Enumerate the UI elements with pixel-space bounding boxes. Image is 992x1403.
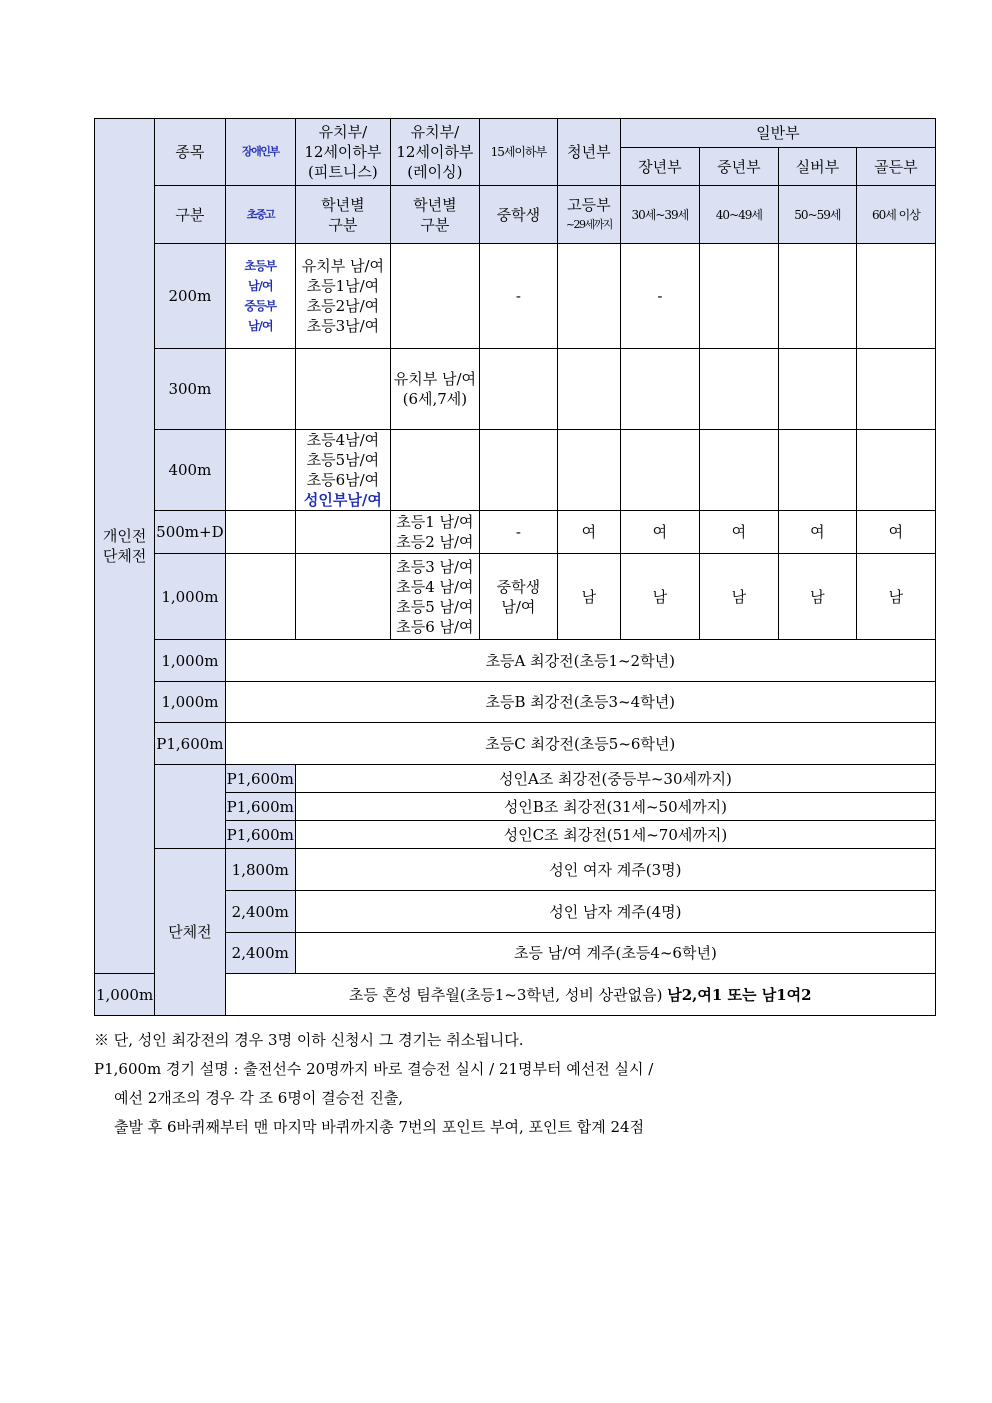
class-middle: 40~49세 bbox=[699, 186, 778, 244]
dist-cell: 1,000m bbox=[155, 554, 225, 640]
middle-cell bbox=[699, 349, 778, 430]
class-silver: 50~59세 bbox=[778, 186, 856, 244]
disabled-cell bbox=[225, 554, 295, 640]
golden-cell bbox=[856, 244, 935, 349]
dist-cell: 1,000m bbox=[95, 974, 155, 1016]
note-cancel: ※ 단, 성인 최강전의 경우 3명 이하 신청시 그 경기는 취소됩니다. bbox=[94, 1031, 524, 1049]
under15-cell bbox=[479, 349, 557, 430]
under15-cell: 중학생 남/여 bbox=[479, 554, 557, 640]
golden-cell: 여 bbox=[856, 511, 935, 554]
senior-cell: 남 bbox=[620, 554, 699, 640]
youth-cell: 남 bbox=[557, 554, 620, 640]
event-cell: 초등 남/여 계주(초등4~6학년) bbox=[295, 933, 935, 974]
kinder-racing-cell: 유치부 남/여 (6세,7세) bbox=[390, 349, 479, 430]
header-kinder-racing: 유치부/ 12세이하부 (레이싱) bbox=[390, 119, 479, 186]
dist-cell: P1,600m bbox=[155, 723, 225, 765]
group-team: 단체전 bbox=[155, 849, 225, 1016]
table-row bbox=[95, 430, 936, 511]
kinder-racing-cell bbox=[390, 430, 479, 511]
header-silver: 실버부 bbox=[778, 148, 856, 186]
note-p1600: P1,600m 경기 설명 : 출전선수 20명까지 바로 결승전 실시 / 21명부터 예선전 실시 / bbox=[94, 1060, 654, 1078]
youth-cell bbox=[557, 430, 620, 511]
youth-cell bbox=[557, 349, 620, 430]
dist-cell: 1,800m bbox=[225, 849, 295, 891]
under15-cell: - bbox=[479, 511, 557, 554]
middle-cell: 여 bbox=[699, 511, 778, 554]
disabled-cell bbox=[225, 511, 295, 554]
header-senior: 장년부 bbox=[620, 148, 699, 186]
disabled-cell: 초등부 남/여 중등부 남/여 bbox=[225, 244, 295, 349]
note-points: 출발 후 6바퀴째부터 맨 마지막 바퀴까지총 7번의 포인트 부여, 포인트 합계 24점 bbox=[114, 1118, 645, 1136]
senior-cell bbox=[620, 349, 699, 430]
youth-cell: 여 bbox=[557, 511, 620, 554]
kinder-fitness-cell: 유치부 남/여 초등1남/여 초등2남/여 초등3남/여 bbox=[295, 244, 390, 349]
class-under15: 중학생 bbox=[479, 186, 557, 244]
table-row bbox=[95, 849, 936, 891]
header-kinder-fitness: 유치부/ 12세이하부 (피트니스) bbox=[295, 119, 390, 186]
silver-cell bbox=[778, 430, 856, 511]
class-senior: 30세~39세 bbox=[620, 186, 699, 244]
under15-cell: - bbox=[479, 244, 557, 349]
table-row bbox=[95, 640, 936, 682]
kinder-racing-cell: 초등1 남/여 초등2 남/여 bbox=[390, 511, 479, 554]
header-middle: 중년부 bbox=[699, 148, 778, 186]
dist-cell: 2,400m bbox=[225, 933, 295, 974]
header-youth: 청년부 bbox=[557, 119, 620, 186]
table-row bbox=[95, 244, 936, 349]
kinder-fitness-cell: 초등4남/여 초등5남/여 초등6남/여 성인부남/여 bbox=[295, 430, 390, 511]
event-cell: 성인A조 최강전(중등부~30세까지) bbox=[295, 765, 935, 793]
under15-cell bbox=[479, 430, 557, 511]
middle-cell bbox=[699, 244, 778, 349]
header-general: 일반부 bbox=[620, 119, 935, 148]
event-cell: 성인 여자 계주(3명) bbox=[295, 849, 935, 891]
class-disabled: 초중고 bbox=[225, 186, 295, 244]
middle-cell: 남 bbox=[699, 554, 778, 640]
header-under15: 15세이하부 bbox=[479, 119, 557, 186]
golden-cell bbox=[856, 430, 935, 511]
event-cell: 초등 혼성 팀추월(초등1~3학년, 성비 상관없음) 남2,여1 또는 남1여2 bbox=[225, 974, 935, 1016]
dist-cell: 500m+D bbox=[155, 511, 225, 554]
senior-cell: - bbox=[620, 244, 699, 349]
silver-cell bbox=[778, 244, 856, 349]
event-cell: 초등C 최강전(초등5~6학년) bbox=[225, 723, 935, 765]
table-row bbox=[95, 349, 936, 430]
event-cell: 초등A 최강전(초등1~2학년) bbox=[225, 640, 935, 682]
silver-cell bbox=[778, 349, 856, 430]
class-label: 구분 bbox=[155, 186, 225, 244]
golden-cell bbox=[856, 349, 935, 430]
dist-cell: 400m bbox=[155, 430, 225, 511]
header-golden: 골든부 bbox=[856, 148, 935, 186]
middle-cell bbox=[699, 430, 778, 511]
senior-cell bbox=[620, 430, 699, 511]
group-individual: 개인전 단체전 bbox=[95, 119, 155, 974]
class-kinder-fitness: 학년별 구분 bbox=[295, 186, 390, 244]
class-kinder-racing: 학년별 구분 bbox=[390, 186, 479, 244]
disabled-cell bbox=[225, 349, 295, 430]
dist-cell: P1,600m bbox=[225, 821, 295, 849]
dist-cell: P1,600m bbox=[225, 793, 295, 821]
disabled-cell bbox=[225, 430, 295, 511]
table-row bbox=[95, 511, 936, 554]
table-row bbox=[95, 682, 936, 723]
event-cell: 성인B조 최강전(31세~50세까지) bbox=[295, 793, 935, 821]
class-youth: 고등부 ~29세까지 bbox=[557, 186, 620, 244]
kinder-racing-cell bbox=[390, 244, 479, 349]
kinder-racing-cell: 초등3 남/여 초등4 남/여 초등5 남/여 초등6 남/여 bbox=[390, 554, 479, 640]
event-cell: 성인 남자 계주(4명) bbox=[295, 891, 935, 933]
silver-cell: 남 bbox=[778, 554, 856, 640]
notes bbox=[94, 1026, 894, 1142]
group-blank bbox=[155, 765, 225, 849]
header-disabled: 장애인부 bbox=[225, 119, 295, 186]
golden-cell: 남 bbox=[856, 554, 935, 640]
dist-cell: 200m bbox=[155, 244, 225, 349]
table-row bbox=[95, 765, 936, 793]
youth-cell bbox=[557, 244, 620, 349]
class-golden: 60세 이상 bbox=[856, 186, 935, 244]
dist-cell: 1,000m bbox=[155, 640, 225, 682]
note-heats: 예선 2개조의 경우 각 조 6명이 결승전 진출, bbox=[114, 1089, 404, 1107]
dist-cell: 2,400m bbox=[225, 891, 295, 933]
table-row bbox=[95, 554, 936, 640]
senior-cell: 여 bbox=[620, 511, 699, 554]
kinder-fitness-cell bbox=[295, 349, 390, 430]
header-event: 종목 bbox=[155, 119, 225, 186]
kinder-fitness-cell bbox=[295, 554, 390, 640]
table-row bbox=[95, 723, 936, 765]
dist-cell: P1,600m bbox=[225, 765, 295, 793]
event-cell: 성인C조 최강전(51세~70세까지) bbox=[295, 821, 935, 849]
kinder-fitness-cell bbox=[295, 511, 390, 554]
silver-cell: 여 bbox=[778, 511, 856, 554]
event-cell: 초등B 최강전(초등3~4학년) bbox=[225, 682, 935, 723]
competition-table bbox=[94, 118, 936, 1016]
dist-cell: 1,000m bbox=[155, 682, 225, 723]
dist-cell: 300m bbox=[155, 349, 225, 430]
